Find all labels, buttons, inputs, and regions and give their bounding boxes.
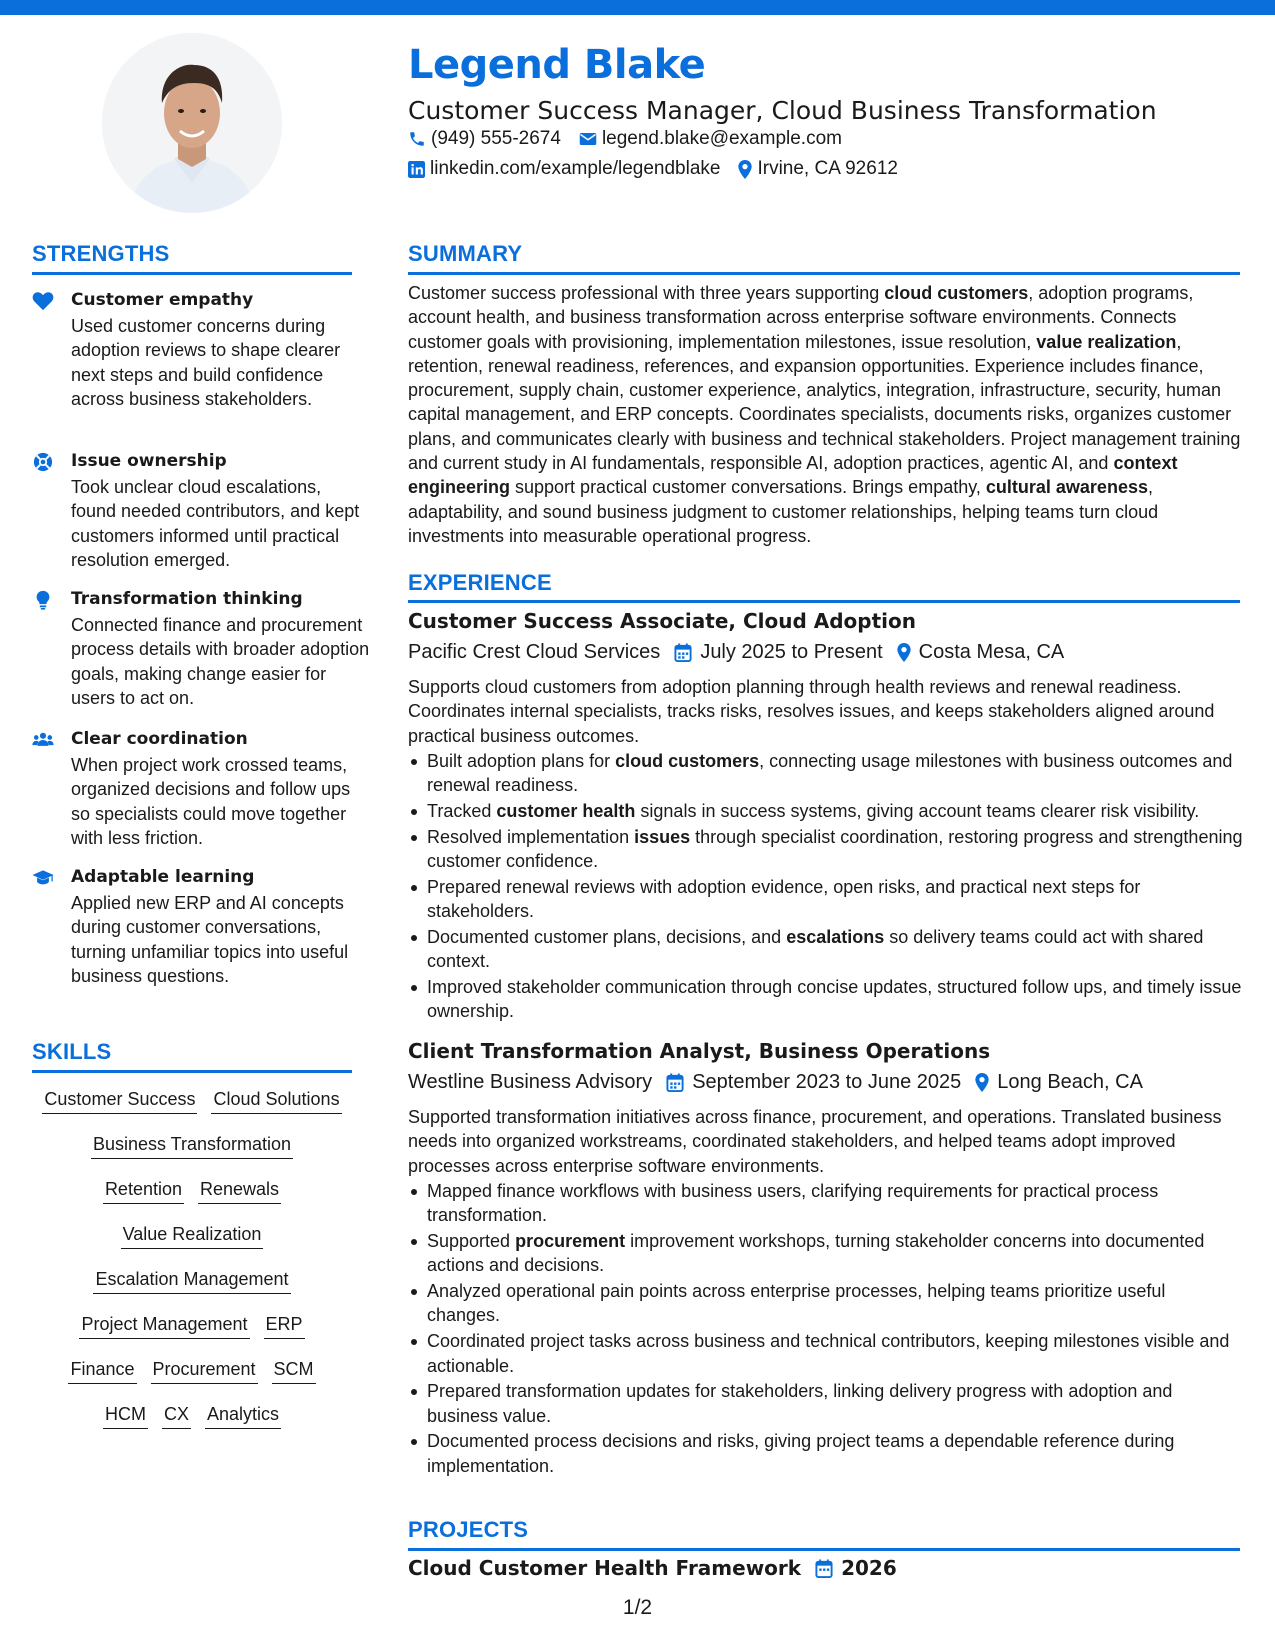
strength-text: Took unclear cloud escalations, found needed contributors, and kept customers informed until practical resolution emerged. [71,477,360,570]
skill-tag: HCM [103,1403,148,1429]
lifebuoy-icon [32,452,54,472]
phone-contact[interactable] [408,128,561,150]
bold-keyword: procurement [515,1231,626,1252]
strengths-heading: STRENGTHS [32,241,170,266]
job-meta [408,1071,1157,1094]
email-icon [579,131,597,147]
skill-tag: Escalation Management [93,1268,290,1294]
skill-tag: Renewals [198,1178,281,1204]
bullet-item: Documented customer plans, decisions, and escalations so delivery teams could act with shared context. [408,925,1243,974]
job-dates-text: July 2025 to Present [700,641,883,663]
bullet-item: Coordinated project tasks across business and technical contributors, keeping milestones visible and actionable. [408,1329,1243,1378]
skill-tag: ERP [264,1313,305,1339]
map-pin-icon [975,1073,989,1092]
map-pin-icon [897,643,911,662]
calendar-icon [815,1559,833,1578]
project-item [408,1556,897,1580]
project-title: Cloud Customer Health Framework [408,1556,802,1580]
skill-tag: Value Realization [121,1223,264,1249]
candidate-headline: Customer Success Manager, Cloud Business Transformation [408,96,1157,125]
strength-text: Applied new ERP and AI concepts during customer conversations, turning unfamiliar topics into useful business questions. [71,893,349,986]
project-year: 2026 [841,1556,897,1580]
calendar-icon [666,1073,684,1092]
linkedin-text: linkedin.com/example/legendblake [430,158,721,179]
strength-title: Transformation thinking [71,589,303,609]
bullet-item: Tracked customer health signals in success systems, giving account teams clearer risk visibility. [408,799,1243,823]
job-meta [408,641,1078,664]
skill-tag: Finance [68,1358,136,1384]
bullet-item: Resolved implementation issues through specialist coordination, restoring progress and strengthening customer confidence. [408,825,1243,874]
skill-tag: Retention [103,1178,184,1204]
company-name: Westline Business Advisory [408,1071,653,1093]
job-dates-text: September 2023 to June 2025 [692,1071,962,1093]
phone-text: (949) 555-2674 [431,128,561,149]
job-dates [666,1071,961,1094]
job-location-text: Long Beach, CA [997,1071,1143,1093]
phone-icon [408,130,426,148]
skill-row [32,1403,352,1429]
job-title: Client Transformation Analyst, Business Operations [408,1039,991,1063]
skills-rule [32,1070,352,1073]
skill-row [32,1178,352,1204]
bold-keyword: customer health [496,801,636,822]
skill-row [32,1268,352,1294]
job-location-text: Costa Mesa, CA [918,641,1065,663]
linkedin-icon [408,161,425,178]
lightbulb-icon [32,590,54,610]
skills-heading: SKILLS [32,1039,112,1064]
job-bullets [408,749,1243,1025]
strength-title: Adaptable learning [71,867,255,887]
skill-tag: SCM [272,1358,316,1384]
graduation-cap-icon [32,868,54,888]
map-pin-icon [738,160,752,179]
contact-row-1 [408,128,860,150]
skill-tag: Analytics [205,1403,281,1429]
bullet-item: Supported procurement improvement workshops, turning stakeholder concerns into documented actions and decisions. [408,1229,1243,1278]
skill-row [32,1358,352,1384]
bullet-item: Built adoption plans for cloud customers, connecting usage milestones with business outcomes and renewal readiness. [408,749,1243,798]
location-text: Irvine, CA 92612 [757,158,898,179]
page-number: 1/2 [622,1596,653,1619]
experience-heading: EXPERIENCE [408,570,552,595]
calendar-icon [674,643,692,662]
location-contact [738,158,897,180]
strength-text: Used customer concerns during adoption reviews to shape clearer next steps and build confidence across business stakeholders. [71,316,341,409]
candidate-name: Legend Blake [408,42,706,88]
projects-rule [408,1548,1240,1551]
bullet-item: Documented process decisions and risks, giving project teams a dependable reference during implementation. [408,1429,1243,1478]
linkedin-contact[interactable] [408,158,720,180]
contact-row-2 [408,158,916,180]
company-name: Pacific Crest Cloud Services [408,641,661,663]
strength-text: When project work crossed teams, organized decisions and follow ups so specialists could move together with less friction. [71,755,351,848]
job-location [975,1071,1143,1094]
email-contact[interactable] [579,128,842,150]
summary-rule [408,272,1240,275]
heart-icon [32,291,54,311]
job-dates [674,641,882,664]
bullet-item: Analyzed operational pain points across enterprise processes, helping teams prioritize useful changes. [408,1279,1243,1328]
top-accent-bar [0,0,1275,15]
strength-title: Issue ownership [71,451,227,471]
bullet-item: Prepared renewal reviews with adoption evidence, open risks, and practical next steps for stakeholders. [408,875,1243,924]
skill-row [32,1223,352,1249]
bold-keyword: cloud customers [884,283,1029,303]
summary-heading: SUMMARY [408,241,523,266]
skill-tag: Cloud Solutions [211,1088,341,1114]
bold-keyword: cultural awareness [985,477,1148,498]
strength-title: Clear coordination [71,729,248,749]
bullet-item: Improved stakeholder communication through concise updates, structured follow ups, and timely issue ownership. [408,975,1243,1024]
strengths-rule [32,272,352,275]
bold-keyword: cloud customers [615,751,760,771]
projects-heading: PROJECTS [408,1517,529,1542]
experience-rule [408,600,1240,603]
job-bullets [408,1179,1243,1480]
skill-row [32,1313,352,1339]
profile-photo [102,33,282,213]
bold-keyword: issues [634,826,691,847]
skill-tag: Business Transformation [91,1133,293,1159]
job-location [897,641,1065,664]
job-description: Supports cloud customers from adoption planning through health reviews and renewal readiness. Coordinates internal specialists, tracks risks, resolves issues, and keeps stakeholders aligned around practical business outcomes. [408,677,1215,746]
job-description: Supported transformation initiatives across finance, procurement, and operations. Translated business needs into organized workstreams, coordinated stakeholders, and helped teams adopt improved processes across enterprise software environments. [408,1107,1222,1176]
bold-keyword: escalations [786,927,885,948]
skill-tag: Procurement [151,1358,258,1384]
strength-title: Customer empathy [71,290,254,310]
job-title: Customer Success Associate, Cloud Adoption [408,609,916,633]
bold-keyword: context engineering [408,453,1178,498]
people-icon [32,730,54,750]
skill-tag: CX [162,1403,191,1429]
bullet-item: Prepared transformation updates for stakeholders, linking delivery progress with adoption and business value. [408,1379,1243,1428]
bold-keyword: value realization [1036,331,1177,352]
skill-row [32,1088,352,1114]
bullet-item: Mapped finance workflows with business users, clarifying requirements for practical process transformation. [408,1179,1243,1228]
email-text: legend.blake@example.com [601,128,842,149]
strength-text: Connected finance and procurement process details with broader adoption goals, making change easier for users to act on. [71,615,370,708]
skill-row [32,1133,352,1159]
skill-tag: Project Management [79,1313,249,1339]
skill-tag: Customer Success [42,1088,197,1114]
summary-text: Customer success professional with three years supporting cloud customers, adoption programs, account health, and business transformation across enterprise software environments. Connects customer goals with provisioning, implementation milestones, issue resolution, value realization, retention, renewal readiness, references, and expansion opportunities. Experience includes finance, procurement, supply chain, customer experience, analytics, integration, infrastructure, security, human capital management, and ERP concepts. Coordinates specialists, documents risks, organizes customer plans, and communicates clearly with business and technical stakeholders. Project management training and current study in AI fundamentals, responsible AI, adoption practices, agentic AI, and context engineering support practical customer conversations. Brings empathy, cultural awareness, adaptability, and sound business judgment to customer relationships, helping teams turn cloud investments into measurable operational progress. [408,283,1241,546]
